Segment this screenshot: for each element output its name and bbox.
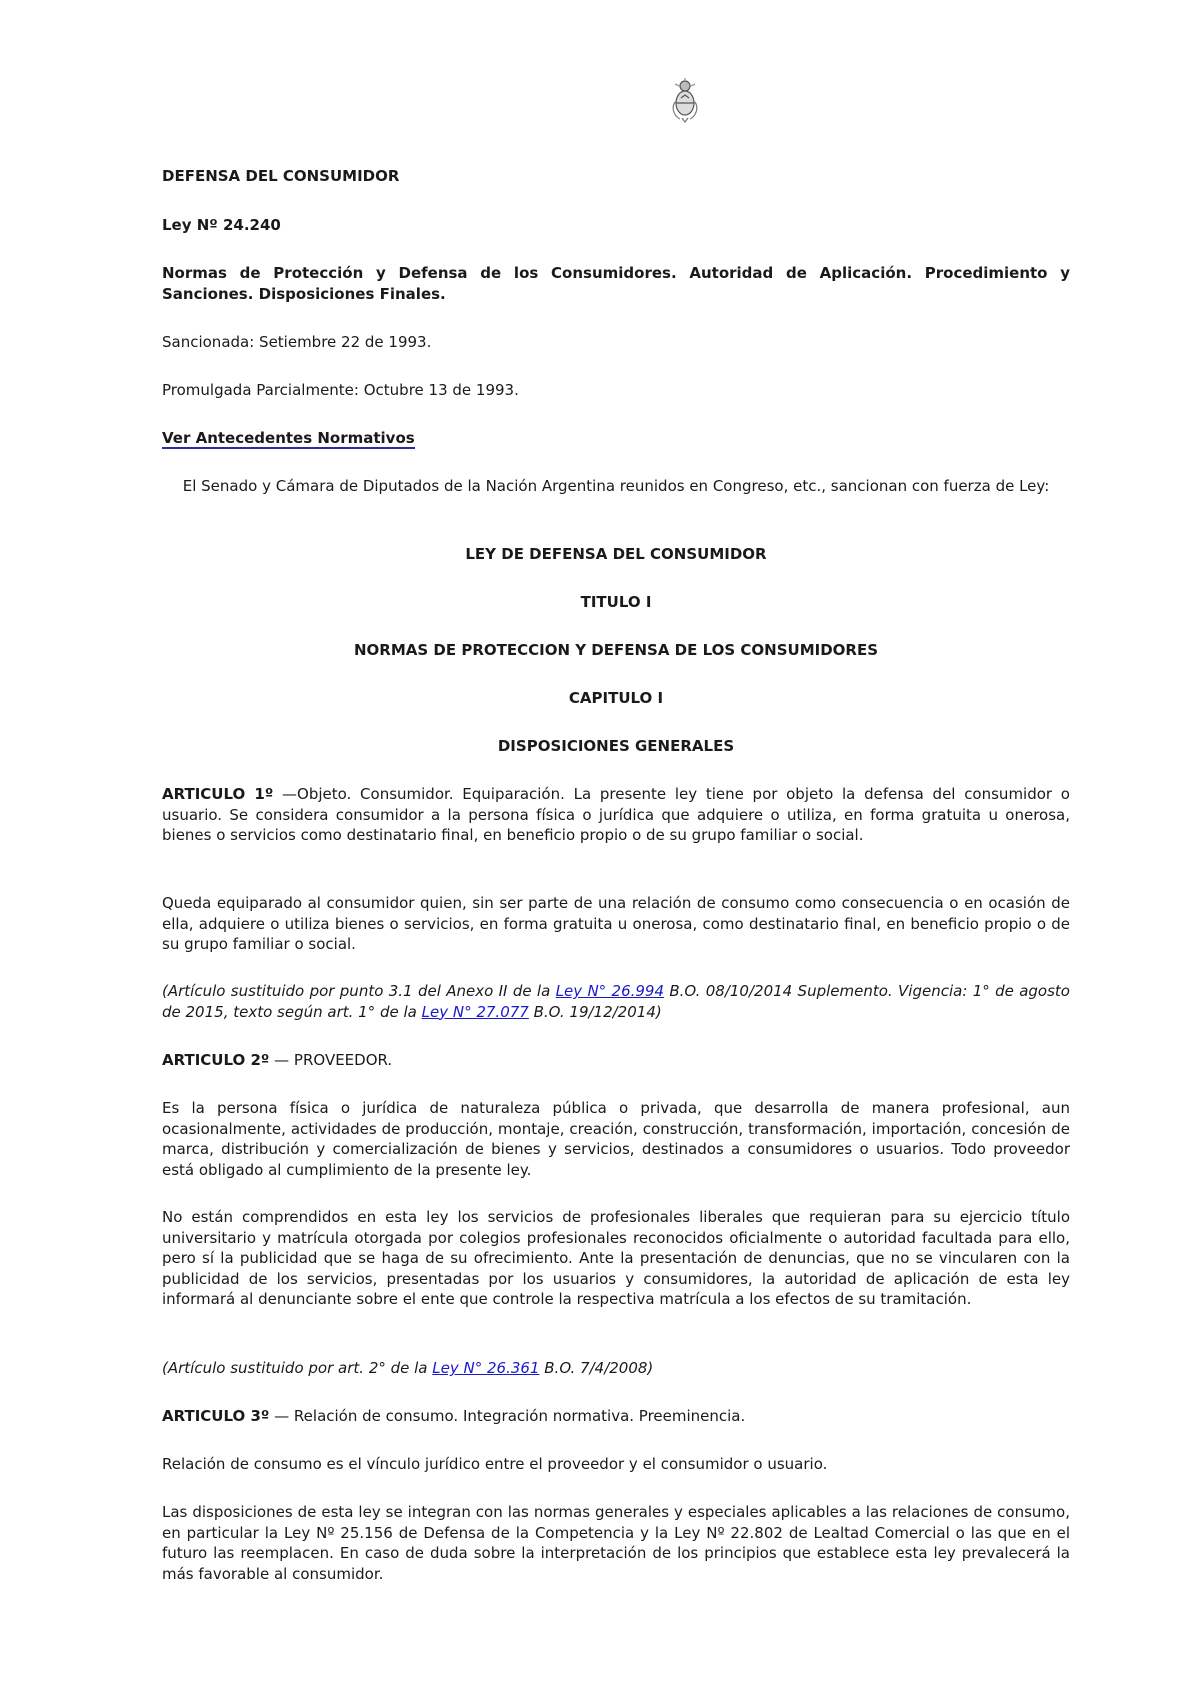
capitulo-name-heading: DISPOSICIONES GENERALES	[497, 737, 735, 755]
ley-26361-link[interactable]: Ley N° 26.361	[432, 1359, 540, 1377]
article-3-paragraph-2: Las disposiciones de esta ley se integran con las normas generales y especiales aplicables a las relaciones de consumo, en particular la Ley Nº 25.156 de Defensa de la Competencia y la Ley Nº 22.802 de Lealtad Comercial o las que en el futuro las reemplacen. En caso de duda sobre la interpretación de los principios que establece esta ley prevalecerá la más favorable al consumidor.	[162, 1503, 1070, 1583]
ley-27077-link[interactable]: Ley N° 27.077	[421, 1002, 529, 1021]
article-1-paragraph-2: Queda equiparado al consumidor quien, sin ser parte de una relación de consumo como consecuencia o en ocasión de ella, adquiere o utiliza bienes o servicios, en forma gratuita u onerosa, como destinatario final, en beneficio propio o de su grupo familiar o social.	[162, 894, 1070, 953]
article-1-paragraph: ARTICULO 1º —Objeto. Consumidor. Equiparación. La presente ley tiene por objeto la defensa del consumidor o usuario. Se considera consumidor a la persona física o jurídica que adquiere o utiliza, en forma gratuita u onerosa, bienes o servicios como destinatario final, en beneficio propio o de su grupo familiar o social.	[162, 785, 1070, 844]
law-heading: LEY DE DEFENSA DEL CONSUMIDOR	[465, 545, 767, 563]
article-3-paragraph-1: Relación de consumo es el vínculo jurídico entre el proveedor y el consumidor o usuario.	[162, 1455, 828, 1473]
article-3-label: ARTICULO 3º	[162, 1407, 270, 1425]
article-1-note: (Artículo sustituido por punto 3.1 del Anexo II de la Ley N° 26.994 B.O. 08/10/2014 Suplemento. Vigencia: 1° de agosto de 2015, texto según art. 1° de la Ley N° 27.077 B.O. 19/12/2014)	[162, 982, 1070, 1021]
article-2-heading: ARTICULO 2º — PROVEEDOR.	[162, 1051, 393, 1069]
document-title: DEFENSA DEL CONSUMIDOR	[162, 167, 400, 185]
article-3-heading: ARTICULO 3º — Relación de consumo. Integración normativa. Preeminencia.	[162, 1407, 746, 1425]
ley-26994-link[interactable]: Ley N° 26.994	[555, 982, 665, 1000]
capitulo-heading: CAPITULO I	[568, 689, 664, 707]
argentina-coat-of-arms-icon	[670, 78, 700, 124]
law-summary: Normas de Protección y Defensa de los Consumidores. Autoridad de Aplicación. Procedimiento y Sanciones. Disposiciones Finales.	[162, 264, 1070, 303]
preamble: El Senado y Cámara de Diputados de la Nación Argentina reunidos en Congreso, etc., sancionan con fuerza de Ley:	[182, 477, 1050, 495]
article-1-label: ARTICULO 1º	[162, 785, 274, 803]
article-2-paragraph-2: No están comprendidos en esta ley los servicios de profesionales liberales que requieran para su ejercicio título universitario y matrícula otorgada por colegios profesionales reconocidos oficialmente o autoridad facultada para ello, pero sí la publicidad que se haga de su ofrecimiento. Ante la presentación de denuncias, que no se vincularen con la publicidad de los servicios, presentadas por los usuarios y consumidores, la autoridad de aplicación de esta ley informará al denunciante sobre el ente que controle la respectiva matrícula a los efectos de su tramitación.	[162, 1208, 1070, 1308]
antecedents-link[interactable]: Ver Antecedentes Normativos	[162, 429, 415, 447]
sanctioned-date: Sancionada: Setiembre 22 de 1993.	[162, 333, 432, 351]
titulo-heading: TITULO I	[580, 593, 652, 611]
article-2-note: (Artículo sustituido por art. 2° de la Ley N° 26.361 B.O. 7/4/2008)	[162, 1359, 654, 1377]
article-2-label: ARTICULO 2º	[162, 1051, 270, 1069]
titulo-name-heading: NORMAS DE PROTECCION Y DEFENSA DE LOS CONSUMIDORES	[353, 641, 879, 659]
law-number: Ley Nº 24.240	[162, 216, 281, 234]
article-2-paragraph-1: Es la persona física o jurídica de naturaleza pública o privada, que desarrolla de manera profesional, aun ocasionalmente, actividades de producción, montaje, creación, construcción, transformación, importación, concesión de marca, distribución y comercialización de bienes y servicios, destinados a consumidores o usuarios. Todo proveedor está obligado al cumplimiento de la presente ley.	[162, 1099, 1070, 1179]
promulgated-date: Promulgada Parcialmente: Octubre 13 de 1993.	[162, 381, 519, 399]
